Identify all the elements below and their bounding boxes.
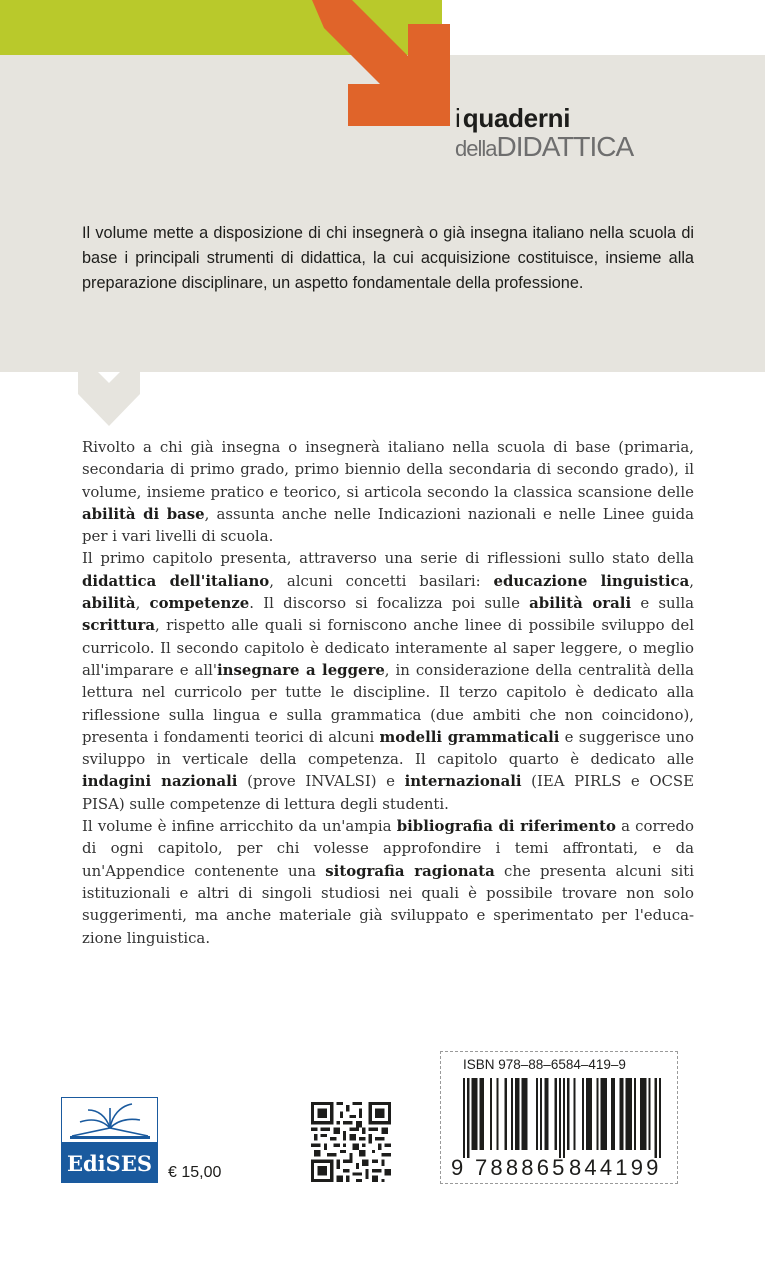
isbn-label: ISBN 978–88–6584–419–9 [463,1057,626,1072]
barcode-bar [603,1078,605,1150]
barcode-bar [596,1078,598,1150]
barcode-bar [613,1078,615,1150]
series-name: quaderni [462,103,571,133]
barcode-bar [659,1078,661,1158]
barcode-bar [476,1078,478,1150]
series-didattica: DIDATTICA [496,131,634,162]
ean-first-digit: 9 [451,1155,467,1180]
barcode-bar [573,1078,575,1150]
barcode-bar [544,1078,546,1150]
barcode-bar [523,1078,525,1150]
ean-right-digits: 844199 [569,1155,662,1180]
ean-left-digits: 788865 [475,1155,568,1180]
barcode-bar [601,1078,603,1150]
barcode-bar [467,1078,469,1158]
barcode-bar [511,1078,513,1150]
book-icon [61,1097,158,1143]
barcode-bar [644,1078,646,1150]
barcode-bar [634,1078,636,1150]
barcode-icon [463,1078,661,1158]
barcode-bar [496,1078,498,1150]
barcode-bar [559,1078,561,1158]
barcode-bar [621,1078,623,1150]
series-logo [455,105,633,161]
barcode-bar [605,1078,607,1150]
barcode-bar [611,1078,613,1150]
barcode-bar [628,1078,630,1150]
description-paragraph-2: Il primo capitolo presenta, attraverso una serie di riflessioni sullo stato della didattica dell'italiano, alcuni concetti basilari: educazione linguistica, abilità, competenze. Il discorso si focalizza poi sulle abilità orali e sulla scrittura, rispetto alle quali si forniscono anche linee di possibile sviluppo del curricolo. Il secondo capitolo è dedicato interamente al saper leggere, o meglio all'imparare e all'insegnare a leggere, in considerazione della centralità della lettura nel curricolo per tutte le discipline. Il terzo capitolo è dedicato alla riflessione sulla lingua e sulla grammatica (due ambiti che non coincidono), presenta i fondamenti teorici di alcuni modelli grammaticali e suggerisce uno sviluppo in verticale della competenza. Il capitolo quarto è dedicato alle indagini nazionali (prove INVALSI) e internazionali (IEA PIRLS e OCSE PISA) sulle competenze di lettura degli studenti. [82,549,695,813]
barcode-bar [619,1078,621,1150]
barcode-bar [642,1078,644,1150]
barcode-bar [563,1078,565,1158]
intro-text: Il volume mette a disposizione di chi insegnerà o già insegna italiano nella scuola di base i principali strumenti di didattica, la cui acquisizione costituisce, insieme alla preparazione disciplinare, un aspetto fondamentale della professione. [82,224,694,292]
qr-code-icon[interactable] [311,1102,391,1182]
series-della: della [455,136,497,161]
barcode-bar [463,1078,465,1158]
series-prefix: i [455,103,461,133]
barcode-box [440,1051,678,1184]
barcode-bar [515,1078,517,1150]
down-chevron-arrow-icon [78,372,140,428]
barcode-bar [482,1078,484,1150]
barcode-bar [480,1078,482,1150]
price-label: € 15,00 [168,1164,222,1181]
barcode-bar [490,1078,492,1150]
barcode-bar [630,1078,632,1150]
barcode-bar [648,1078,650,1150]
barcode-bar [567,1078,569,1150]
barcode-bar [471,1078,473,1150]
barcode-bar [505,1078,507,1150]
description-paragraph-3: Il volume è infine arricchito da un'ampia bibliografia di riferimento a corredo di ogni capitolo, per chi volesse approfondire i temi affrontati, e da un'Appendice contenente una sitografia ragionata che presenta alcuni siti istituzionali e altri di singoli studiosi nei quali è possibile trovare non solo suggerimenti, ma anche materiale già sviluppato e sperimentato per l'educazione linguistica. [82,817,694,947]
barcode-bar [626,1078,628,1150]
barcode-bar [473,1078,475,1150]
barcode-bar [536,1078,538,1150]
barcode-bar [655,1078,657,1158]
barcode-bar [588,1078,590,1150]
publisher-logo [61,1097,158,1183]
diagonal-arrow-icon [300,0,450,135]
description-paragraph-1: Rivolto a chi già insegna o insegnerà italiano nella scuola di base (primaria, secondaria di primo grado, primo biennio della secondaria di secondo grado), il volume, insieme pratico e teorico, si articola secondo la classica scansione delle abilità di base, assunta anche nelle Indicazioni nazionali e nelle Linee guida per i vari livelli di scuola. [82,438,695,546]
barcode-bar [640,1078,642,1150]
barcode-bar [540,1078,542,1150]
barcode-bar [582,1078,584,1150]
barcode-bar [590,1078,592,1150]
barcode-bar [517,1078,519,1150]
description-body [82,436,694,949]
ean-digits [447,1155,673,1179]
barcode-bar [546,1078,548,1150]
barcode-bar [586,1078,588,1150]
barcode-bar [555,1078,557,1150]
barcode-bar [521,1078,523,1150]
publisher-name: EdiSES [61,1143,158,1183]
barcode-bar [526,1078,528,1150]
